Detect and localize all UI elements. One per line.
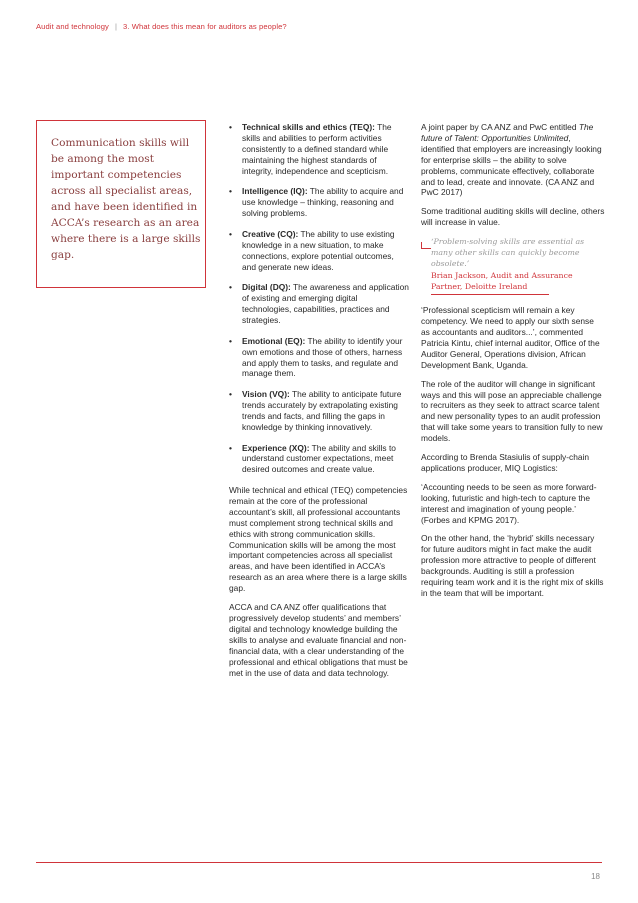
body-paragraph: ‘Professional scepticism will remain a key competency. We need to apply our sixth sense as accountants and auditors...’, commented Patricia Kintu, chief internal auditor, Office of the Auditor General, Operations division, African Development Bank, Uganda. xyxy=(421,305,600,370)
pull-quote-attribution: Brian Jackson, Audit and Assurance Partner, Deloitte Ireland xyxy=(431,271,573,292)
bullet-icon: • xyxy=(229,335,232,346)
body-paragraph: While technical and ethical (TEQ) competencies remain at the core of the professional accountant’s skill, all professional accountants must complement strong technical skills and ethics with strong communication skills. Communication skills will be among the most important competencies across all specialist areas, and have been identified in ACCA’s research as an area where there is a large skills gap. xyxy=(229,485,408,594)
footer-rule xyxy=(36,862,602,863)
body-paragraph: ‘Accounting needs to be seen as more forward-looking, futuristic and high-tech to capture the interest and imagination of young people.’ (Forbes and KPMG 2017). xyxy=(421,481,597,525)
skill-desc: The awareness and application of existing and emerging digital technologies, capabilities, practices and strategies. xyxy=(242,282,409,325)
bullet-icon: • xyxy=(229,389,232,400)
quote-corner-icon xyxy=(421,242,431,249)
body-paragraph: ACCA and CA ANZ offer qualifications that progressively develop students’ and members’ digital and technology knowledge building the skills to analyse and evaluate financial and non-financial data, with a clear understanding of the professional and ethical obligations that must be met in the use of data and data technology. xyxy=(229,602,408,678)
skill-desc: The ability to identify your own emotions and those of others, harness and apply them to tasks, and regulate and manage them. xyxy=(242,335,403,379)
bullet-icon: • xyxy=(229,282,232,293)
pull-quote-rule xyxy=(431,294,549,295)
skill-desc: The skills and abilities to perform activities consistently to a defined standard while maintaining the highest standards of integrity, independence and scepticism. xyxy=(242,122,392,176)
skill-desc: The ability to use existing knowledge in a new situation, to make connections, explore potential outcomes, and generate new ideas. xyxy=(242,228,395,272)
skill-term: Technical skills and ethics (TEQ): xyxy=(242,122,375,132)
header-section: Audit and technology xyxy=(36,22,109,31)
body-paragraph xyxy=(421,122,605,198)
paper-title: The future of Talent: Opportunities Unlimited xyxy=(421,122,594,143)
skill-item-cq xyxy=(229,229,409,273)
skill-desc: The ability to acquire and use knowledge – thinking, reasoning and solving problems. xyxy=(242,186,404,219)
column-1 xyxy=(229,122,409,686)
paragraph-text: , identified that employers are increasingly looking for enterprise skills – the ability to solve problems, communicate effectively, collaborate and to lead, create and innovate. (CA ANZ and PwC 2017) xyxy=(421,132,602,198)
bullet-icon: • xyxy=(229,186,232,197)
skills-list xyxy=(229,122,409,475)
column-2 xyxy=(421,122,605,607)
skill-item-eq xyxy=(229,336,409,380)
skill-item-dq xyxy=(229,282,409,326)
skill-term: Experience (XQ): xyxy=(242,442,310,453)
pull-quote xyxy=(421,236,605,295)
skill-item-xq xyxy=(229,443,409,476)
skill-desc: The ability and skills to understand customer expectations, meet desired outcomes and create value. xyxy=(242,442,396,475)
skill-term: Vision (VQ): xyxy=(242,389,290,400)
callout-text: Communication skills will be among the most important competencies across all specialist areas, and have been identified in ACCA’s research as an area where there is a large skills gap. xyxy=(51,137,201,261)
body-paragraph: On the other hand, the ‘hybrid’ skills necessary for future auditors might in fact make the audit profession more attractive to people of different backgrounds. Auditing is still a profession requiring team work and it is the right mix of skills in the team that will be important. xyxy=(421,533,604,598)
body-paragraph: The role of the auditor will change in significant ways and this will pose an appreciable challenge to recruiters as they seek to attract scarce talent and new personality types to an audit profession that will take some years to transition fully to new models. xyxy=(421,378,603,444)
bullet-icon: • xyxy=(229,122,232,132)
skill-item-vq xyxy=(229,389,409,433)
running-header xyxy=(36,22,287,31)
header-separator: | xyxy=(114,22,118,31)
bullet-icon: • xyxy=(229,442,232,453)
body-paragraph: According to Brenda Stasiulis of supply-chain applications producer, MIQ Logistics: xyxy=(421,452,590,473)
bullet-icon: • xyxy=(229,228,232,239)
skill-term: Creative (CQ): xyxy=(242,228,299,239)
skill-desc: The ability to anticipate future trends accurately by extrapolating existing trends and facts, and filling the gaps in knowledge by thinking innovatively. xyxy=(242,389,402,432)
page-number: 18 xyxy=(591,872,600,881)
skill-term: Intelligence (IQ): xyxy=(242,186,308,197)
paragraph-text: A joint paper by CA ANZ and PwC entitled xyxy=(421,122,579,132)
callout-box xyxy=(36,120,206,288)
body-paragraph: Some traditional auditing skills will decline, others will increase in value. xyxy=(421,206,605,228)
skill-item-teq xyxy=(229,122,409,177)
skill-item-iq xyxy=(229,186,409,219)
skill-term: Digital (DQ): xyxy=(242,282,291,293)
pull-quote-text: ‘Problem-solving skills are essential as many other skills can quickly become obsolete.’ xyxy=(431,237,585,269)
skill-term: Emotional (EQ): xyxy=(242,335,306,346)
header-chapter: 3. What does this mean for auditors as people? xyxy=(123,22,287,31)
